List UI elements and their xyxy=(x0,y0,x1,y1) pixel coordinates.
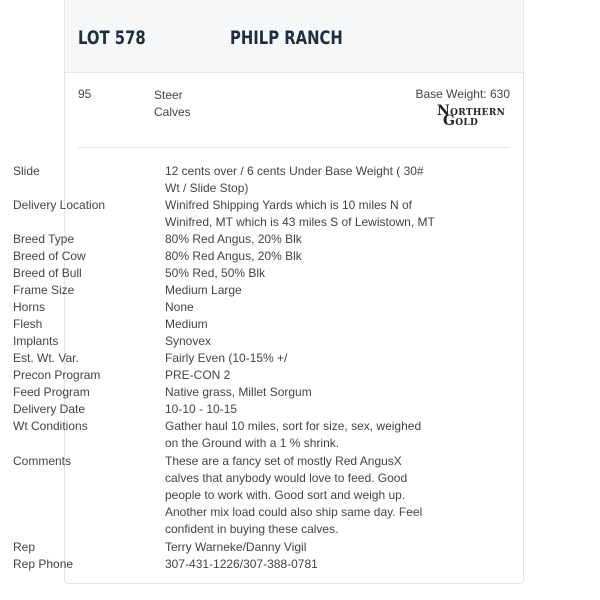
head-count: 95 xyxy=(78,87,92,101)
detail-row xyxy=(13,401,437,418)
detail-value: These are a fancy set of mostly Red AngusX calves that anybody would love to feed. Good people to work with. Good sort and weigh up. Another mix load could also ship same day. Feel confident in buying these calves. xyxy=(165,454,423,536)
detail-row xyxy=(13,316,437,333)
detail-value: Fairly Even (10-15% +/ xyxy=(165,351,288,365)
lot-summary xyxy=(65,73,523,147)
detail-row xyxy=(13,248,437,265)
detail-value: 80% Red Angus, 20% Blk xyxy=(165,232,302,246)
detail-row xyxy=(13,282,437,299)
detail-value: 50% Red, 50% Blk xyxy=(165,266,266,280)
divider xyxy=(78,147,510,148)
northern-gold-logo: NORTHERN GOLD xyxy=(437,103,506,129)
lot-number: LOT 578 xyxy=(78,27,146,49)
ranch-name: PHILP RANCH xyxy=(230,27,343,49)
detail-value: None xyxy=(165,300,194,314)
detail-label: Rep Phone xyxy=(13,557,74,571)
detail-label: Implants xyxy=(13,334,59,348)
detail-value: Native grass, Millet Sorgum xyxy=(165,385,312,399)
detail-value: Medium Large xyxy=(165,283,242,297)
detail-row xyxy=(13,299,437,316)
detail-label: Feed Program xyxy=(13,385,90,399)
detail-value: 12 cents over / 6 cents Under Base Weight ( 30# Wt / Slide Stop) xyxy=(165,164,424,195)
detail-value: 10-10 - 10-15 xyxy=(165,402,238,416)
detail-label: Breed Type xyxy=(13,232,75,246)
detail-row xyxy=(13,556,437,573)
detail-label: Slide xyxy=(13,164,40,178)
detail-label: Est. Wt. Var. xyxy=(13,351,79,365)
detail-label: Frame Size xyxy=(13,283,75,297)
detail-value: PRE-CON 2 xyxy=(165,368,231,382)
detail-value: Terry Warneke/Danny Vigil xyxy=(165,540,307,554)
detail-label: Breed of Bull xyxy=(13,266,82,280)
detail-row xyxy=(13,163,437,197)
detail-value: Gather haul 10 miles, sort for size, sex, weighed on the Ground with a 1 % shrink. xyxy=(165,419,422,450)
detail-row xyxy=(13,418,437,452)
detail-value: 307-431-1226/307-388-0781 xyxy=(165,557,318,571)
detail-value: Synovex xyxy=(165,334,212,348)
detail-row xyxy=(13,231,437,248)
detail-label: Horns xyxy=(13,300,46,314)
animal-type: Steer Calves xyxy=(154,88,191,119)
detail-label: Wt Conditions xyxy=(13,419,88,433)
detail-label: Breed of Cow xyxy=(13,249,86,263)
lot-header xyxy=(65,0,523,73)
detail-row xyxy=(13,539,437,556)
detail-label: Rep xyxy=(13,540,36,554)
detail-row xyxy=(13,333,437,350)
detail-value: 80% Red Angus, 20% Blk xyxy=(165,249,302,263)
detail-value: Winifred Shipping Yards which is 10 miles N of Winifred, MT which is 43 miles S of Lewistown, MT xyxy=(165,198,435,229)
detail-label: Delivery Location xyxy=(13,198,106,212)
detail-row xyxy=(13,367,437,384)
detail-value: Medium xyxy=(165,317,208,331)
detail-row xyxy=(13,265,437,282)
detail-row xyxy=(13,350,437,367)
detail-row xyxy=(13,453,437,538)
detail-row xyxy=(13,197,437,231)
detail-row xyxy=(13,384,437,401)
detail-label: Flesh xyxy=(13,317,43,331)
base-weight: Base Weight: 630 xyxy=(415,87,510,101)
detail-label: Precon Program xyxy=(13,368,101,382)
detail-label: Comments xyxy=(13,454,72,468)
detail-label: Delivery Date xyxy=(13,402,86,416)
